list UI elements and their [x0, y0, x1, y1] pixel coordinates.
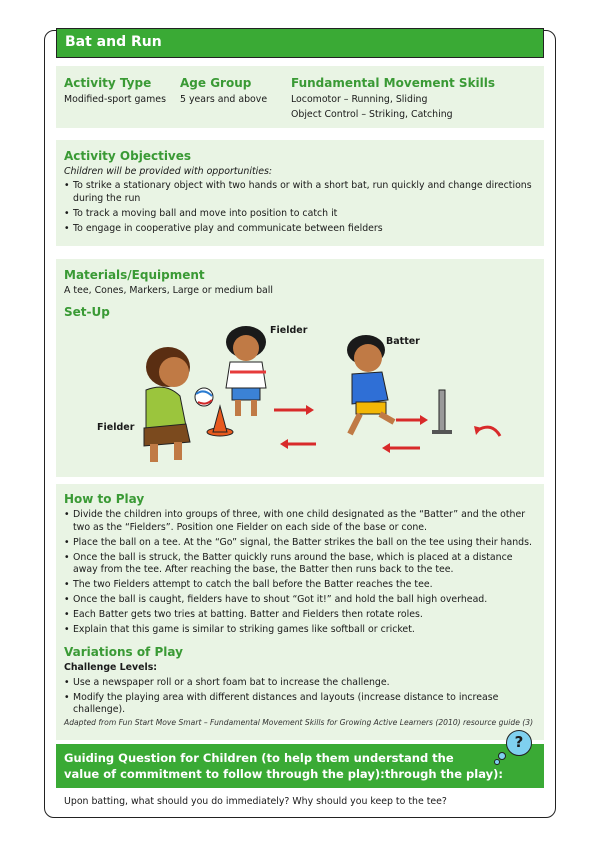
label-batter: Batter [386, 336, 420, 347]
arrow-left-2-icon [382, 443, 420, 453]
setup-illustration [80, 322, 520, 472]
tee-icon [432, 390, 452, 434]
objectives-intro: Children will be provided with opportunities: [64, 166, 273, 177]
page-title: Bat and Run [56, 28, 544, 58]
skills-line-2: Object Control – Striking, Catching [291, 109, 453, 120]
how-to-play-heading: How to Play [64, 492, 145, 506]
list-item: • Once the ball is struck, the Batter quickly runs around the base, which is placed at a distance away from the tee. After reaching the base, the Batter then runs back to the tee. [64, 552, 534, 577]
materials-heading: Materials/Equipment [64, 268, 205, 282]
arrow-left-1-icon [280, 439, 316, 449]
list-item: • Divide the children into groups of three, with one child designated as the “Batter” and the other two as the “Fielders”. Position one Fielder on each side of the base or cone. [64, 509, 534, 534]
guiding-question-banner [56, 744, 544, 788]
guiding-question-line-1: Guiding Question for Children (to help them understand the [64, 751, 454, 765]
list-item: • To track a moving ball and move into position to catch it [64, 208, 534, 221]
fielder-top-figure [226, 326, 266, 416]
guiding-question-text: Upon batting, what should you do immediately? Why should you keep to the tee? [64, 796, 447, 807]
guiding-question-line-2: value of commitment to follow through the play):through the play): [64, 767, 503, 781]
batter-figure [347, 335, 394, 434]
list-item: • To engage in cooperative play and communicate between fielders [64, 223, 534, 236]
list-item: • Once the ball is caught, fielders have to shout “Got it!” and hold the ball high overhead. [64, 594, 534, 607]
list-item: • Modify the playing area with different distances and layouts (increase distance to increase challenge). [64, 692, 534, 717]
objectives-heading: Activity Objectives [64, 149, 192, 163]
label-fielder-left: Fielder [97, 422, 135, 433]
age-group-heading: Age Group [180, 76, 252, 90]
list-item: • The two Fielders attempt to catch the ball before the Batter reaches the tee. [64, 579, 534, 592]
arrow-right-2-icon [396, 415, 428, 425]
list-item: • Use a newspaper roll or a short foam bat to increase the challenge. [64, 677, 534, 690]
credit-text: Adapted from Fun Start Move Smart – Fundamental Movement Skills for Growing Active Learners (2010) resource guide (3) [64, 718, 534, 727]
cone-icon [207, 406, 233, 436]
list-item: • Explain that this game is similar to striking games like softball or cricket. [64, 624, 534, 637]
question-bubble-icon: ? [506, 730, 532, 756]
info-panel [56, 66, 544, 128]
arrow-right-1-icon [274, 405, 314, 415]
how-to-play-panel [56, 484, 544, 740]
label-fielder-top: Fielder [270, 325, 308, 336]
skills-heading: Fundamental Movement Skills [291, 76, 496, 90]
variations-list [64, 677, 534, 717]
materials-text: A tee, Cones, Markers, Large or medium ball [64, 285, 273, 296]
age-group-value: 5 years and above [180, 94, 268, 105]
challenge-levels-heading: Challenge Levels: [64, 661, 158, 673]
objectives-list [64, 180, 534, 235]
bubble-dot [494, 759, 500, 765]
activity-type-heading: Activity Type [64, 76, 152, 90]
how-to-play-list [64, 509, 534, 637]
list-item: • To strike a stationary object with two hands or with a short bat, run quickly and change directions during the run [64, 180, 534, 205]
setup-heading: Set-Up [64, 305, 110, 319]
list-item: • Place the ball on a tee. At the “Go” signal, the Batter strikes the ball on the tee using their hands. [64, 537, 534, 550]
activity-type-value: Modified-sport games [64, 94, 166, 105]
list-item: • Each Batter gets two tries at batting. Batter and Fielders then rotate roles. [64, 609, 534, 622]
variations-heading: Variations of Play [64, 644, 183, 659]
objectives-panel [56, 140, 544, 246]
skills-line-1: Locomotor – Running, Sliding [291, 94, 428, 105]
bubble-dot [498, 752, 506, 760]
fielder-left-figure [144, 347, 213, 462]
